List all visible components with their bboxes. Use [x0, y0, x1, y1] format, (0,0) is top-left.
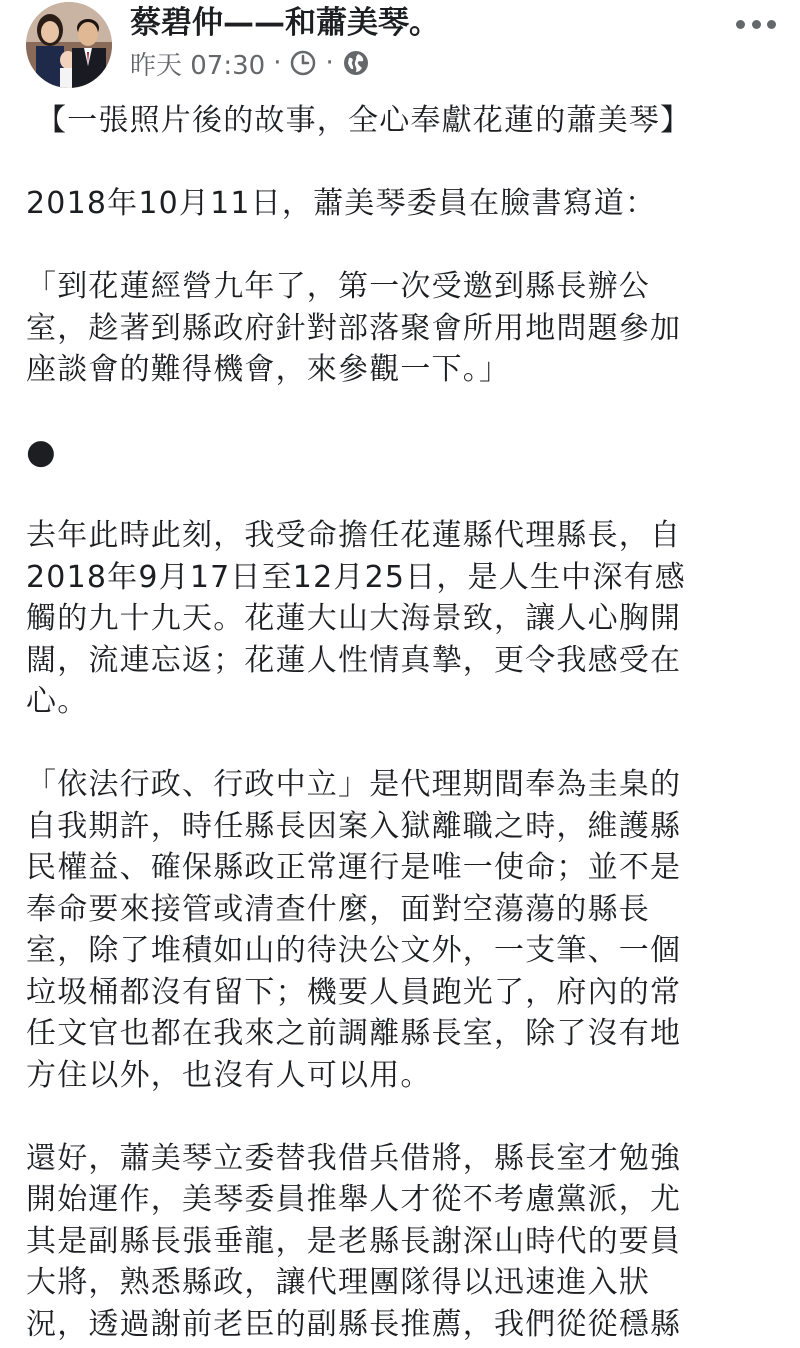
paragraph-line: 方住以外，也沒有人可以用。 [26, 1057, 432, 1093]
spacer [26, 723, 766, 765]
post-meta [130, 46, 370, 80]
post-body [26, 100, 766, 1345]
paragraph-line: 自我期許，時任縣長因案入獄離職之時，維護縣 [26, 808, 682, 844]
paragraph-line: 民權益、確保縣政正常運行是唯一使命；並不是 [26, 850, 682, 885]
bullet-dot: ● [26, 432, 57, 472]
meta-separator-2: · [325, 48, 334, 78]
spacer [26, 225, 766, 267]
globe-icon[interactable] [342, 49, 370, 77]
paragraph-line: 其是副縣長張垂龍，是老縣長謝深山時代的要員 [26, 1223, 682, 1259]
spacer [26, 142, 766, 184]
paragraph-line: 況，透過謝前老臣的副縣長推薦，我們從從穩縣 [26, 1306, 682, 1342]
post-timestamp[interactable]: 昨天 07:30 [130, 50, 266, 81]
paragraph-line: 大將，熟悉縣政，讓代理團隊得以迅速進入狀 [26, 1265, 650, 1300]
meta-separator: · [273, 48, 282, 78]
clock-icon [289, 49, 317, 77]
paragraph-line: 心。 [26, 684, 89, 719]
paragraph-line: 開始運作，美琴委員推舉人才從不考慮黨派，尤 [26, 1182, 682, 1217]
paragraph-line: 室，除了堆積如山的待決公文外，一支筆、一個 [26, 933, 682, 968]
paragraph-line: 闊，流連忘返；花蓮人性情真摯，更令我感受在 [26, 642, 682, 678]
post-date-line: 2018年10月11日，蕭美琴委員在臉書寫道： [26, 186, 657, 221]
quote-line: 「到花蓮經營九年了，第一次受邀到縣長辦公 [26, 269, 650, 304]
post-header [0, 0, 800, 100]
paragraph-line: 還好，蕭美琴立委替我借兵借將，縣長室才勉強 [26, 1140, 682, 1176]
post-title: 【一張照片後的故事，全心奉獻花蓮的蕭美琴】 [36, 103, 692, 138]
quote-line: 座談會的難得機會，來參觀一下。」 [26, 352, 511, 387]
paragraph-line: 2018年9月17日至12月25日，是人生中深有感 [26, 559, 686, 595]
paragraph-line: 去年此時此刻，我受命擔任花蓮縣代理縣長，自 [26, 518, 682, 553]
post-author[interactable]: 蔡碧仲——和蕭美琴。 [130, 5, 440, 41]
paragraph-line: 觸的九十九天。花蓮大山大海景致，讓人心胸開 [26, 601, 682, 636]
quote-line: 室，趁著到縣政府針對部落聚會所用地問題參加 [26, 310, 682, 346]
spacer [26, 391, 766, 433]
spacer [26, 1096, 766, 1138]
paragraph-line: 「依法行政、行政中立」是代理期間奉為圭臬的 [26, 767, 682, 802]
paragraph-line: 任文官也都在我來之前調離縣長室，除了沒有地 [26, 1016, 682, 1051]
avatar[interactable] [26, 2, 112, 88]
paragraph-line: 垃圾桶都沒有留下；機要人員跑光了，府內的常 [26, 974, 682, 1010]
more-options-icon [736, 20, 745, 29]
more-options-button[interactable] [736, 12, 776, 36]
paragraph-line: 奉命要來接管或清查什麼，面對空蕩蕩的縣長 [26, 891, 650, 927]
spacer [26, 474, 766, 516]
